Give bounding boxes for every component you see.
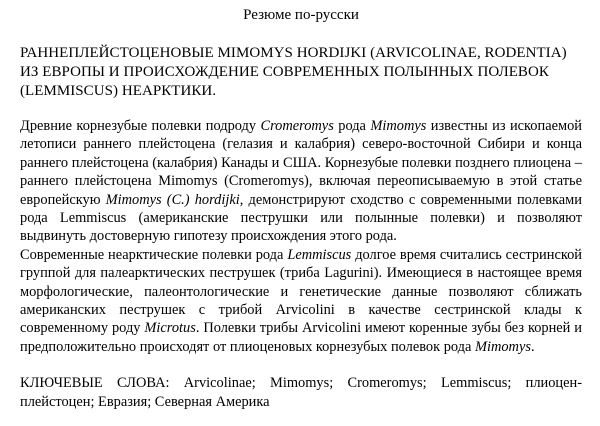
taxon-name: Microtus (144, 320, 196, 337)
text-run: , демонстрируют сходство с современными полевками рода Lemmiscus (американские пеструшки или полынные полевки) и позволяют выдвинуть достоверную гипотезу происхождения этого рода. (20, 191, 582, 245)
text-run: долгое время считались сестринской группой для палеарктических пеструшек (триба Lagurini). Имеющиеся в настоящее время морфологические, палеонтологические и генетические данные позволяют сближать американских пеструшек с трибой Arvicolini в качестве сестринской клады к современному роду (20, 246, 582, 337)
taxon-name: Mimomys (370, 118, 427, 134)
text-run: рода (333, 118, 371, 134)
summary-heading: Резюме по-русски (243, 7, 359, 23)
article-title: РАННЕПЛЕЙСТОЦЕНОВЫЕ MIMOMYS HORDIJKI (ARVICOLINAE, RODENTIA) ИЗ ЕВРОПЫ И ПРОИСХОЖДЕНИЕ СОВРЕМЕННЫХ ПОЛЫННЫХ ПОЛЕВОК (LEMMISCUS) НЕАРКТИКИ. (20, 45, 567, 99)
keywords-line: КЛЮЧЕВЫЕ СЛОВА: Arvicolinae; Mimomys; Cromeromys; Lemmiscus; плиоцен-плейстоцен; Евразия; Северная Америка (20, 375, 582, 410)
text-run: Современные неарктические полевки рода (20, 246, 288, 263)
abstract-paragraph-2 (20, 246, 582, 356)
document-page (20, 6, 582, 411)
abstract-paragraph-1 (20, 117, 582, 246)
taxon-name: Mimomys (C.) hordijki (105, 191, 240, 208)
taxon-name: Lemmiscus (287, 246, 352, 263)
text-run: . (530, 338, 535, 355)
taxon-name: Mimomys (474, 338, 531, 355)
text-run: известны из ископаемой летописи раннего плейстоцена (гелазия и калабрия) северо-восточной Сибири и конца раннего плейстоцена (калабрия) Канады и США. Корнезубые полевки позднего плиоцена – раннего плейстоцена Mimomys (Cromeromys), включая переописываемую в этой статье европейскую (20, 118, 582, 208)
text-run: . Полевки трибы Arvicolini имеют коренные зубы без корней и предположительно происходят от плиоценовых корнезубых полевок рода (20, 320, 582, 355)
text-run: Древние корнезубые полевки подроду (20, 118, 261, 134)
taxon-name: Cromeromys (260, 118, 334, 134)
